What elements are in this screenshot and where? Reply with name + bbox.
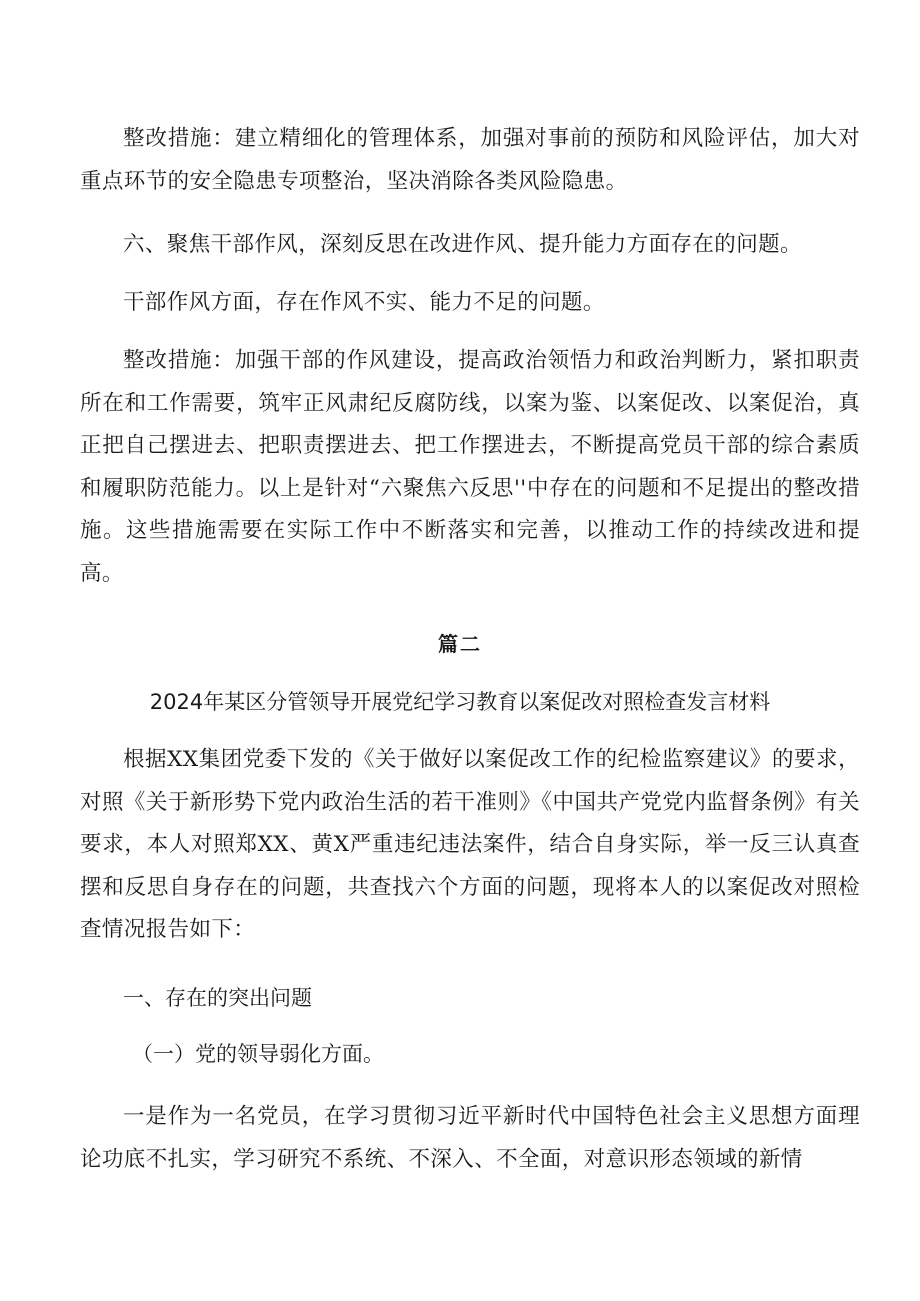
paragraph-section-six: 六、聚焦干部作风，深刻反思在改进作风、提升能力方面存在的问题。 (123, 232, 802, 257)
paragraph-introduction: 根据XX集团党委下发的《关于做好以案促改工作的纪检监察建议》的要求，对照《关于新形势下党内政治生活的若干准则》《中国共产党党内监督条例》有关要求，本人对照郑XX、黄X严重违纪违法案件，结合自身实际，举一反三认真查摆和反思自身存在的问题，共查找六个方面的问题，现将本人的以案促改对照检查情况报告如下： (80, 747, 860, 942)
paragraph-problem-one: 一是作为一名党员，在学习贯彻习近平新时代中国特色社会主义思想方面理论功底不扎实，学习研究不系统、不深入、不全面，对意识形态领域的新情 (80, 1104, 860, 1172)
paragraph-rectification-measures-2: 整改措施：加强干部的作风建设，提高政治领悟力和政治判断力，紧扣职责所在和工作需要，筑牢正风肃纪反腐防线，以案为鉴、以案促改、以案促治，真正把自己摆进去、把职责摆进去、把工作摆进去，不断提高党员干部的综合素质和履职防范能力。以上是针对“六聚焦六反思''中存在的问题和不足提出的整改措施。这些措施需要在实际工作中不断落实和完善，以推动工作的持续改进和提高。 (80, 348, 860, 586)
document-title: 2024年某区分管领导开展党纪学习教育以案促改对照检查发言材料 (149, 690, 771, 714)
part-heading: 篇二 (438, 632, 482, 656)
section-heading: 一、存在的突出问题 (123, 986, 312, 1010)
paragraph-cadre-style: 干部作风方面，存在作风不实、能力不足的问题。 (123, 290, 605, 315)
subsection-heading: （一）党的领导弱化方面。 (132, 1042, 384, 1066)
paragraph-rectification-measures-1: 整改措施：建立精细化的管理体系，加强对事前的预防和风险评估，加大对重点环节的安全隐患专项整治，坚决消除各类风险隐患。 (80, 126, 860, 194)
